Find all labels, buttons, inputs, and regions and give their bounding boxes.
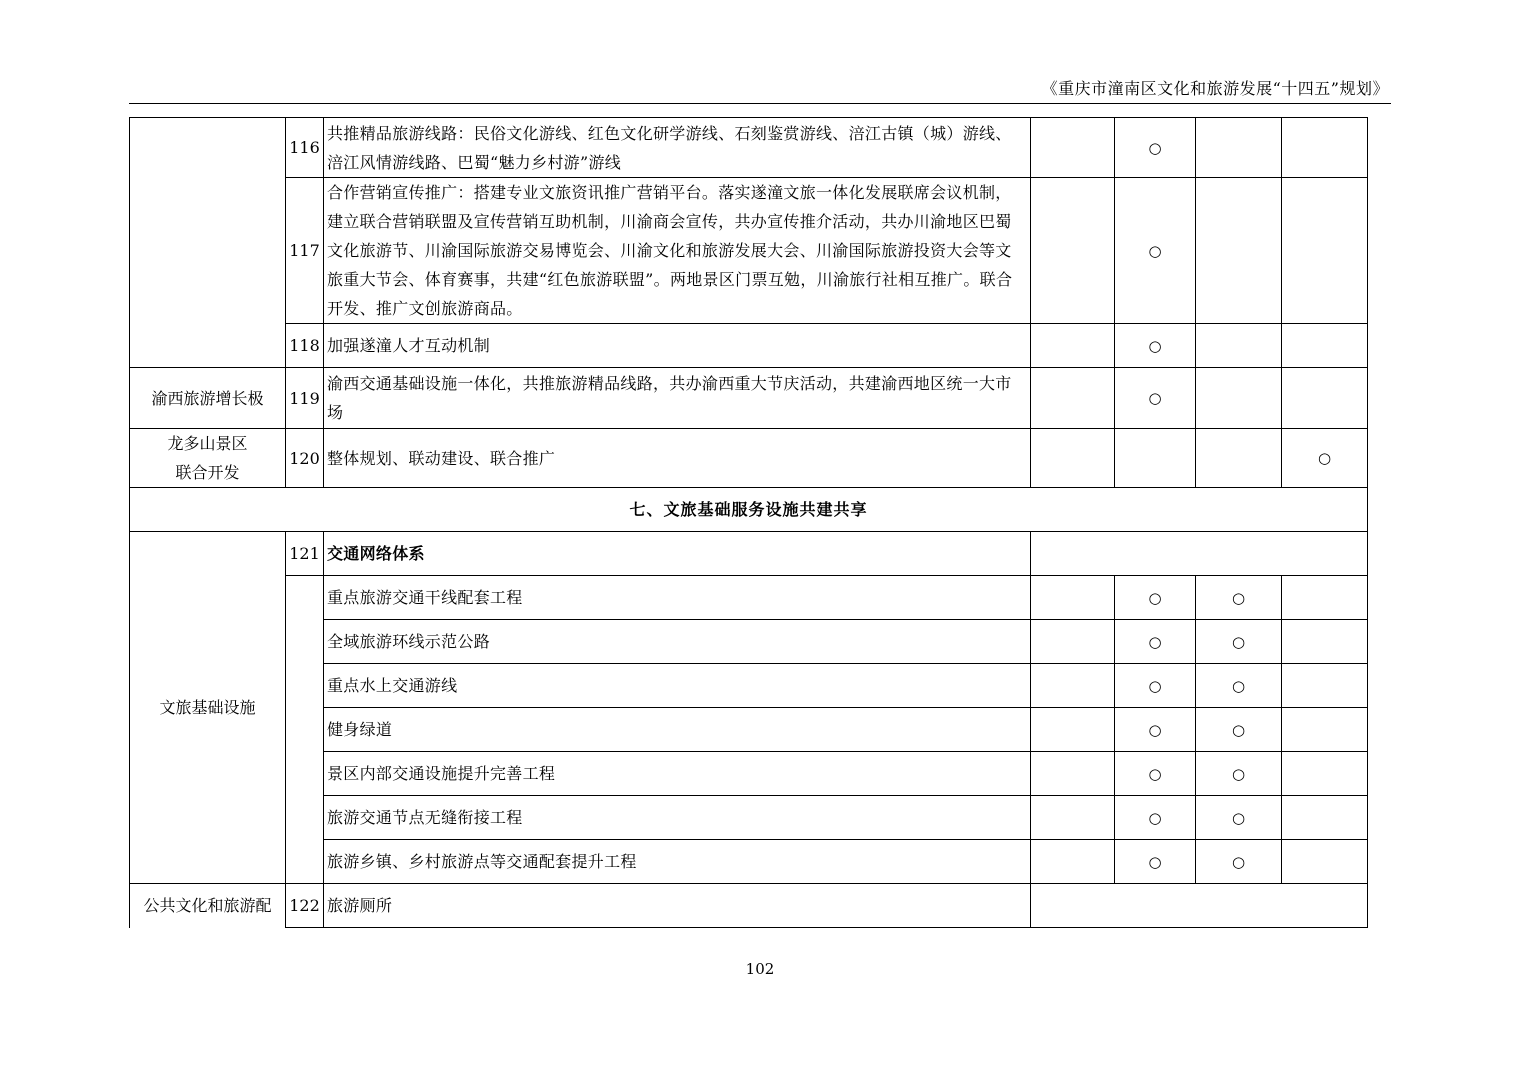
table-row — [130, 576, 1368, 620]
circle-mark-icon: ○ — [1148, 632, 1162, 651]
item-description: 合作营销宣传推广：搭建专业文旅资讯推广营销平台。落实遂潼文旅一体化发展联席会议机制，建立联合营销联盟及宣传营销互助机制，川渝商会宣传，共办宣传推介活动，共办川渝地区巴蜀文化旅游节、川渝国际旅游交易博览会、川渝文化和旅游发展大会、川渝国际旅游投资大会等文旅重大节会、体育赛事，共建“红色旅游联盟”。两地景区门票互勉，川渝旅行社相互推广。联合开发、推广文创旅游商品。 — [324, 178, 1031, 324]
item-number: 122 — [286, 884, 324, 928]
circle-mark-icon: ○ — [1148, 720, 1162, 739]
circle-mark-icon: ○ — [1148, 852, 1162, 871]
mark-cell — [1282, 664, 1368, 708]
mark-cell — [1196, 664, 1282, 708]
table-row — [130, 429, 1368, 488]
table-row — [130, 368, 1368, 429]
mark-cell — [1196, 796, 1282, 840]
mark-cell — [1196, 178, 1282, 324]
mark-cell — [1031, 796, 1115, 840]
mark-cell — [1196, 620, 1282, 664]
circle-mark-icon: ○ — [1148, 588, 1162, 607]
mark-cell — [1282, 429, 1368, 488]
mark-cell — [1031, 840, 1115, 884]
circle-mark-icon: ○ — [1148, 389, 1162, 407]
mark-cell — [1196, 429, 1282, 488]
mark-cell — [1115, 118, 1196, 178]
item-description: 健身绿道 — [324, 708, 1031, 752]
mark-cell — [1115, 429, 1196, 488]
category-cell — [130, 429, 286, 488]
mark-cell — [1115, 620, 1196, 664]
mark-cell — [1282, 708, 1368, 752]
mark-cell — [1282, 796, 1368, 840]
item-description: 旅游乡镇、乡村旅游点等交通配套提升工程 — [324, 840, 1031, 884]
mark-cell — [1115, 576, 1196, 620]
table-row — [130, 178, 1368, 324]
mark-cell — [1115, 840, 1196, 884]
item-group-title: 交通网络体系 — [324, 532, 1031, 576]
header-rule — [129, 103, 1391, 104]
item-description: 全域旅游环线示范公路 — [324, 620, 1031, 664]
mark-cell — [1115, 664, 1196, 708]
circle-mark-icon: ○ — [1148, 336, 1162, 355]
merged-mark-cell — [1031, 884, 1368, 928]
mark-cell — [1031, 664, 1115, 708]
mark-cell — [1282, 752, 1368, 796]
table-row — [130, 884, 1368, 928]
mark-cell — [1115, 178, 1196, 324]
mark-cell — [1115, 796, 1196, 840]
document-header-title: 《重庆市潼南区文化和旅游发展“十四五”规划》 — [1041, 79, 1389, 98]
mark-cell — [1282, 368, 1368, 429]
mark-cell — [1031, 620, 1115, 664]
category-line: 联合开发 — [175, 463, 240, 482]
section-title: 七、文旅基础服务设施共建共享 — [130, 488, 1368, 532]
circle-mark-icon: ○ — [1148, 676, 1162, 695]
mark-cell — [1196, 324, 1282, 368]
category-cell: 公共文化和旅游配 — [130, 884, 286, 928]
mark-cell — [1031, 708, 1115, 752]
merged-mark-cell — [1031, 532, 1368, 576]
item-number-empty — [286, 576, 324, 884]
mark-cell — [1031, 752, 1115, 796]
item-description: 景区内部交通设施提升完善工程 — [324, 752, 1031, 796]
item-number: 119 — [286, 368, 324, 429]
mark-cell — [1282, 620, 1368, 664]
circle-mark-icon: ○ — [1148, 764, 1162, 783]
mark-cell — [1115, 324, 1196, 368]
item-description: 渝西交通基础设施一体化，共推旅游精品线路，共办渝西重大节庆活动，共建渝西地区统一大市场 — [324, 368, 1031, 429]
circle-mark-icon: ○ — [1231, 808, 1246, 827]
category-cell: 渝西旅游增长极 — [130, 368, 286, 429]
circle-mark-icon: ○ — [1231, 632, 1246, 651]
circle-mark-icon: ○ — [1231, 764, 1246, 783]
mark-cell — [1196, 840, 1282, 884]
item-description: 加强遂潼人才互动机制 — [324, 324, 1031, 368]
mark-cell — [1031, 429, 1115, 488]
mark-cell — [1282, 178, 1368, 324]
item-number: 120 — [286, 429, 324, 488]
item-description: 重点旅游交通干线配套工程 — [324, 576, 1031, 620]
mark-cell — [1282, 576, 1368, 620]
category-line: 龙多山景区 — [167, 434, 248, 453]
circle-mark-icon: ○ — [1317, 449, 1332, 467]
table-row — [130, 532, 1368, 576]
item-number: 117 — [286, 178, 324, 324]
circle-mark-icon: ○ — [1231, 720, 1246, 739]
item-description: 共推精品旅游线路：民俗文化游线、红色文化研学游线、石刻鉴赏游线、涪江古镇（城）游线、涪江风情游线路、巴蜀“魅力乡村游”游线 — [324, 118, 1031, 178]
mark-cell — [1196, 752, 1282, 796]
section-row — [130, 488, 1368, 532]
table-row — [130, 118, 1368, 178]
circle-mark-icon: ○ — [1148, 808, 1162, 827]
mark-cell — [1031, 178, 1115, 324]
item-description: 重点水上交通游线 — [324, 664, 1031, 708]
mark-cell — [1031, 368, 1115, 429]
mark-cell — [1115, 708, 1196, 752]
circle-mark-icon: ○ — [1148, 241, 1162, 260]
mark-cell — [1031, 118, 1115, 178]
item-description: 旅游厕所 — [324, 884, 1031, 928]
category-cell-empty — [130, 118, 286, 368]
circle-mark-icon: ○ — [1231, 676, 1246, 695]
mark-cell — [1196, 708, 1282, 752]
item-number: 118 — [286, 324, 324, 368]
item-description: 整体规划、联动建设、联合推广 — [324, 429, 1031, 488]
mark-cell — [1115, 368, 1196, 429]
circle-mark-icon: ○ — [1231, 588, 1246, 607]
circle-mark-icon: ○ — [1148, 138, 1162, 157]
mark-cell — [1282, 324, 1368, 368]
mark-cell — [1282, 118, 1368, 178]
table-row — [130, 324, 1368, 368]
mark-cell — [1031, 576, 1115, 620]
mark-cell — [1196, 576, 1282, 620]
item-number: 116 — [286, 118, 324, 178]
mark-cell — [1196, 368, 1282, 429]
mark-cell — [1115, 752, 1196, 796]
category-cell: 文旅基础设施 — [130, 532, 286, 884]
mark-cell — [1031, 324, 1115, 368]
circle-mark-icon: ○ — [1231, 852, 1246, 871]
mark-cell — [1282, 840, 1368, 884]
mark-cell — [1196, 118, 1282, 178]
plan-table — [129, 117, 1368, 928]
page-number: 102 — [745, 960, 775, 978]
item-number: 121 — [286, 532, 324, 576]
item-description: 旅游交通节点无缝衔接工程 — [324, 796, 1031, 840]
